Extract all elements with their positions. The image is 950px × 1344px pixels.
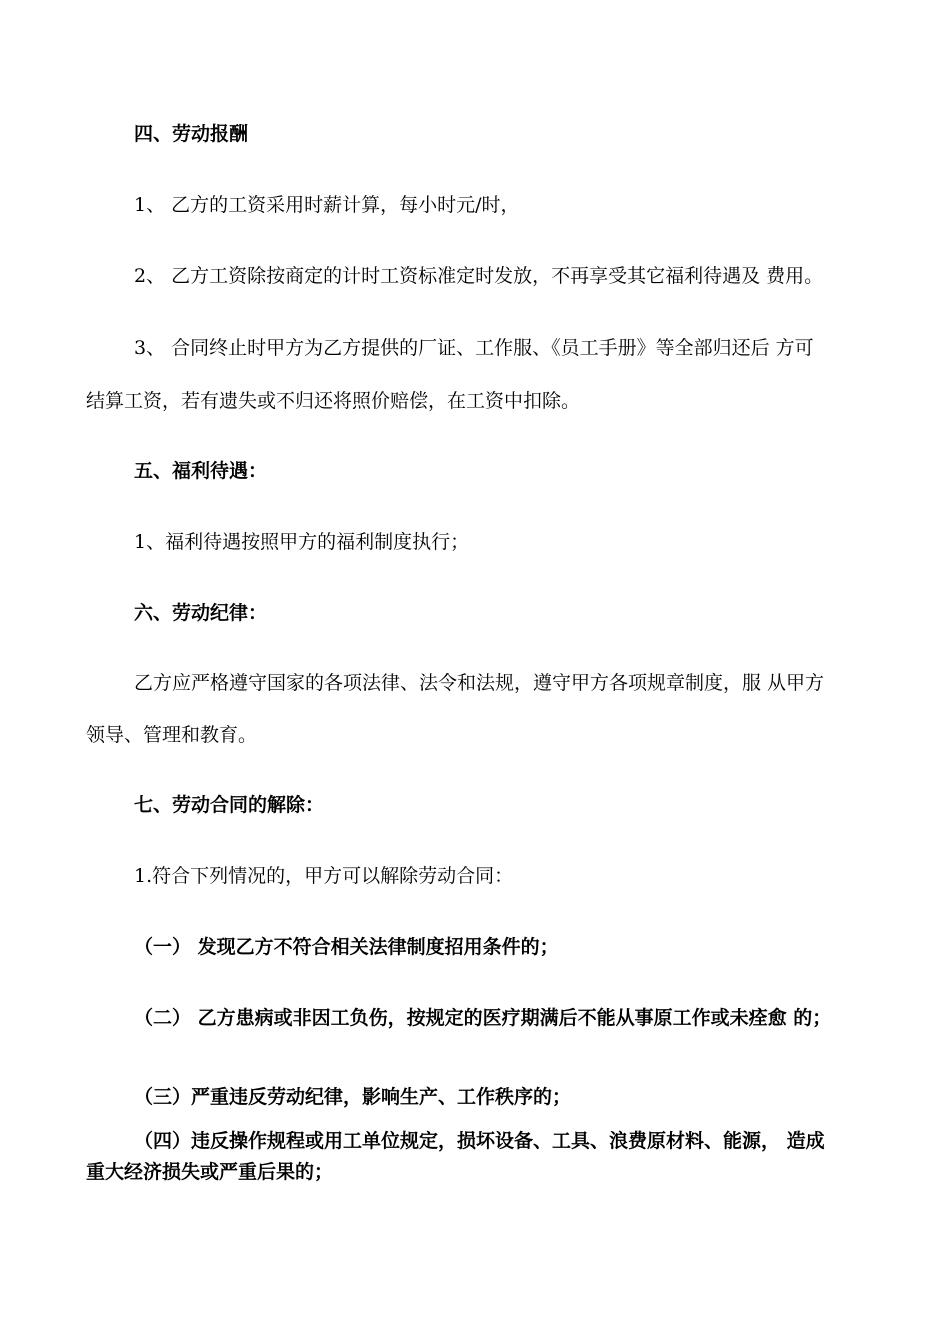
- section-7-sub-1: （一） 发现乙方不符合相关法律制度招用条件的；: [134, 936, 559, 958]
- section-6-paragraph-line-1: 乙方应严格遵守国家的各项法律、法令和法规，遵守甲方各项规章制度，服 从甲方: [134, 672, 825, 694]
- section-4-heading: 四、劳动报酬: [134, 123, 249, 145]
- section-4-item-3-line-1: 3、 合同终止时甲方为乙方提供的厂证、工作服、《员工手册》等全部归还后 方可: [134, 337, 814, 359]
- section-5-item-1: 1、福利待遇按照甲方的福利制度执行；: [134, 531, 470, 553]
- section-7-item-1: 1.符合下列情况的，甲方可以解除劳动合同：: [134, 865, 514, 887]
- section-5-heading: 五、福利待遇：: [134, 460, 268, 482]
- section-4-item-1: 1、 乙方的工资采用时薪计算，每小时元/时，: [134, 194, 520, 216]
- section-6-paragraph-line-2: 领导、管理和教育。: [86, 724, 258, 746]
- section-7-heading: 七、劳动合同的解除：: [134, 794, 325, 816]
- section-6-heading: 六、劳动纪律：: [134, 602, 268, 624]
- section-7-sub-2: （二） 乙方患病或非因工负伤，按规定的医疗期满后不能从事原工作或未痊愈 的；: [134, 1007, 832, 1029]
- section-4-item-3-line-2: 结算工资，若有遗失或不归还将照价赔偿，在工资中扣除。: [86, 390, 581, 412]
- section-4-item-2: 2、 乙方工资除按商定的计时工资标准定时发放，不再享受其它福利待遇及 费用。: [134, 265, 824, 287]
- section-7-sub-4-line-2: 重大经济损失或严重后果的；: [86, 1161, 334, 1183]
- section-7-sub-4-line-1: （四）违反操作规程或用工单位规定，损坏设备、工具、浪费原材料、能源， 造成: [134, 1130, 825, 1152]
- section-7-sub-3: （三）严重违反劳动纪律，影响生产、工作秩序的；: [134, 1086, 572, 1108]
